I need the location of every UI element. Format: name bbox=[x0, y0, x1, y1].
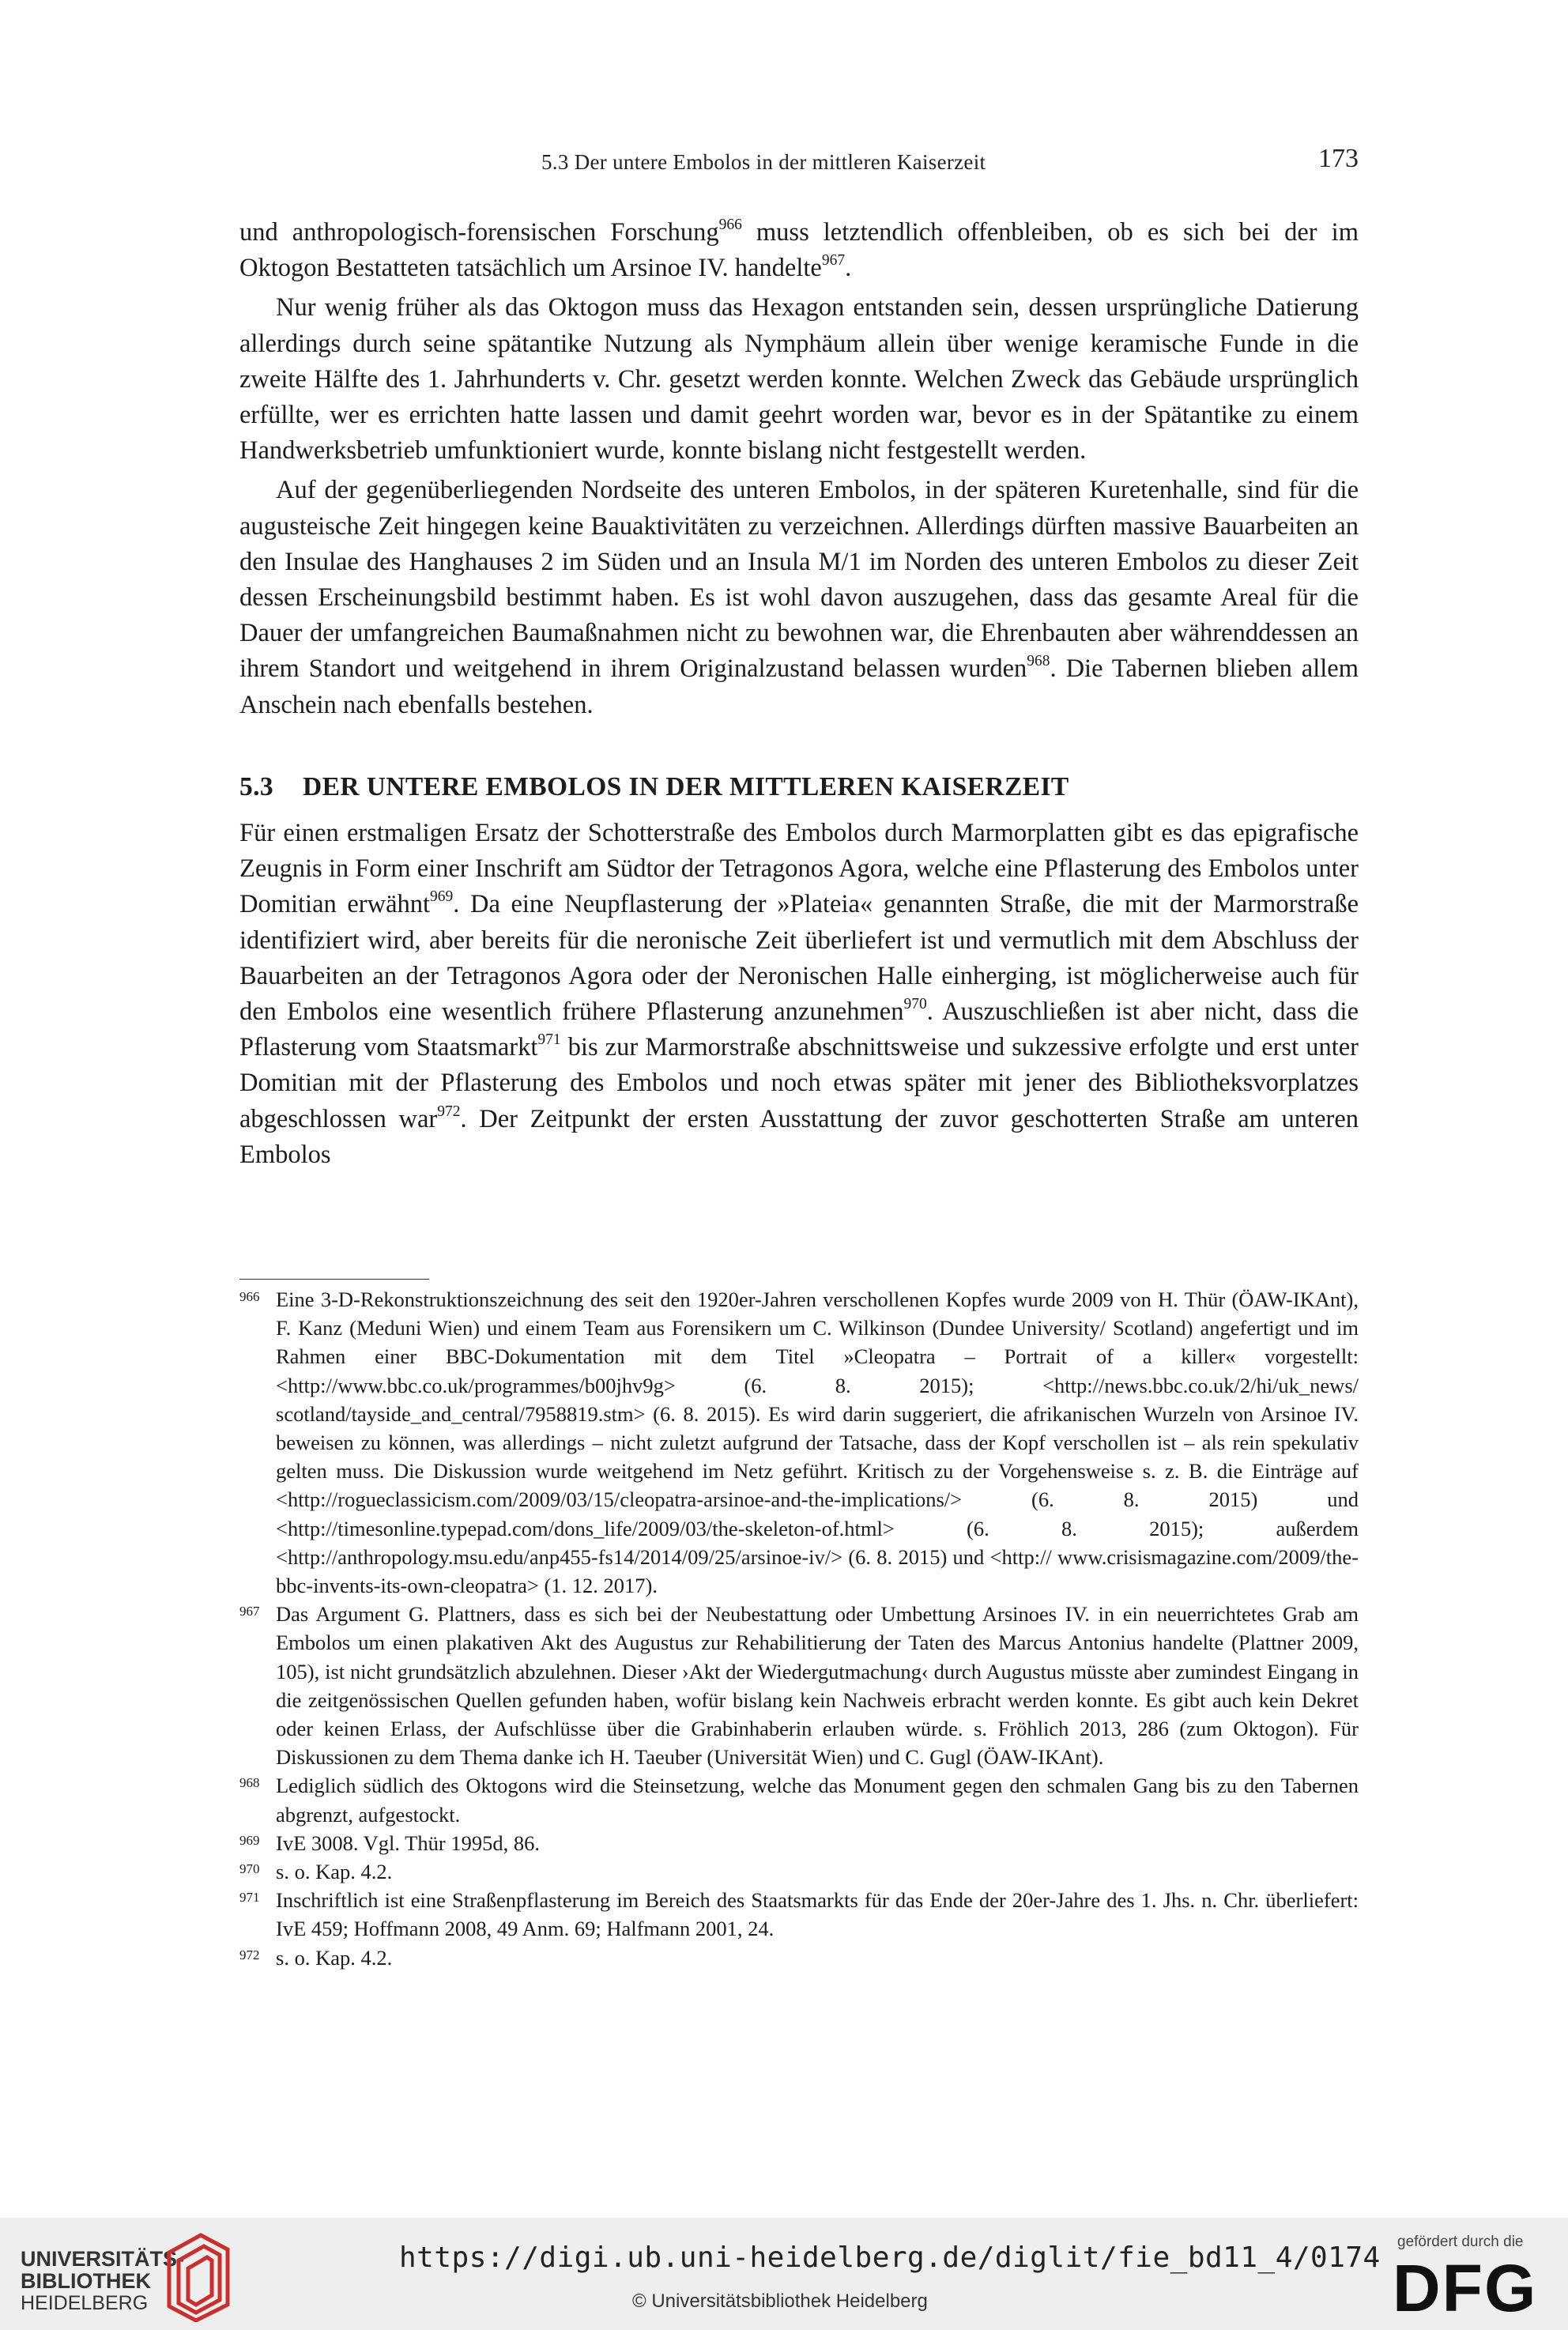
footnote-text: Eine 3-D-Rekonstruktionszeichnung des seit den 1920er-Jahren verschollenen Kopfes wurde 2009 von H. Thür (ÖAW-IKAnt), F. Kanz (Meduni Wien) und einem Team aus Forensikern um C. Wilkinson (Dundee University/ Scotland) angefertigt und im Rahmen einer BBC-Dokumentation mit dem Titel »Cleopatra – Portrait of a killer« vorgestellt: <http://www.bbc.co.uk/programmes/b00jhv9g> (6. 8. 2015); <http://news.bbc.co.uk/2/hi/uk_news/ scotland/tayside_and_central/7958819.stm> (6. 8. 2015). Es wird darin suggeriert, die afrikanischen Wurzeln von Arsinoe IV. beweisen zu können, was allerdings – nicht zuletzt aufgrund der Tatsache, dass der Kopf verschollen ist – als rein spekulativ gelten muss. Die Diskussion wurde weitgehend im Netz geführt. Kritisch zu der Vorgehensweise s. z. B. die Einträge auf <http://rogueclassicism.com/2009/03/15/cleopatra-arsinoe-and-the-implications/> (6. 8. 2015) und <http://timesonline.typepad.com/dons_life/2009/03/the-skeleton-of.html> (6. 8. 2015); außerdem <http://anthropology.msu.edu/anp455-fs14/2014/09/25/arsinoe-iv/> (6. 8. 2015) und <http:// www.crisismagazine.com/2009/the-bbc-invents-its-own-cleopatra> (1. 12. 2017). bbox=[276, 1288, 1359, 1598]
footnote-text: Lediglich südlich des Oktogons wird die Steinsetzung, welche das Monument gegen den schmalen Gang bis zu den Tabernen abgrenzt, aufgestockt. bbox=[276, 1774, 1359, 1827]
paragraph bbox=[239, 215, 1359, 286]
footnote-ref[interactable]: 969 bbox=[430, 888, 454, 906]
text-run: . Die Tabernen blieben allem Anschein nach ebenfalls bestehen. bbox=[239, 654, 1359, 719]
footnote-number: 967 bbox=[239, 1604, 260, 1619]
funding-label: gefördert durch die bbox=[1397, 2234, 1524, 2250]
copyright-notice: © Universitätsbibliothek Heidelberg bbox=[632, 2290, 928, 2312]
footnote bbox=[239, 1285, 1359, 1600]
footnote bbox=[239, 1944, 1359, 1972]
footnote-ref[interactable]: 971 bbox=[537, 1031, 561, 1049]
footnote-ref[interactable]: 968 bbox=[1027, 653, 1050, 670]
section-heading bbox=[239, 769, 1359, 805]
footnote bbox=[239, 1600, 1359, 1771]
footnote-number: 972 bbox=[239, 1947, 260, 1962]
text-run: bis zur Marmorstraße abschnittsweise und sukzessive erfolgte und erst unter Domitian mit der Pflasterung des Embolos und noch etwas später mit jener des Bibliotheksvorplatzes abgeschlossen war bbox=[239, 1033, 1359, 1133]
footnote bbox=[239, 1771, 1359, 1828]
running-header-title: 5.3 Der untere Embolos in der mittleren Kaiserzeit bbox=[541, 150, 986, 174]
section-number: 5.3 bbox=[239, 771, 274, 801]
text-run: und anthropologisch-forensischen Forschung bbox=[239, 218, 719, 247]
footnote-number: 970 bbox=[239, 1861, 260, 1877]
footnote bbox=[239, 1829, 1359, 1857]
text-run: . bbox=[845, 254, 852, 283]
permalink-url[interactable]: https://digi.ub.uni-heidelberg.de/diglit/fie_bd11_4/0174 bbox=[399, 2241, 1381, 2274]
footnote-ref[interactable]: 966 bbox=[718, 216, 742, 233]
footnote-ref[interactable]: 970 bbox=[903, 996, 927, 1013]
paragraph bbox=[239, 290, 1359, 469]
footnote bbox=[239, 1886, 1359, 1943]
footnote-text: Inschriftlich ist eine Straßenpflasterung im Bereich des Staatsmarkts für das Ende der 20er-Jahre des 1. Jhs. n. Chr. überliefert: IvE 459; Hoffmann 2008, 49 Anm. 69; Halfmann 2001, 24. bbox=[276, 1888, 1359, 1941]
library-logo-line: HEIDELBERG bbox=[21, 2292, 149, 2314]
library-mark-icon bbox=[155, 2229, 234, 2322]
footnote-text: Das Argument G. Plattners, dass es sich bei der Neubestattung oder Umbettung Arsinoes IV. in ein neuerrichtetes Grab am Embolos um einen plakativen Akt des Augustus zur Rehabilitierung der Taten des Marcus Antonius handelte (Plattner 2009, 105), ist nicht grundsätzlich abzulehnen. Dieser ›Akt der Wiedergutmachung‹ durch Augustus müsste aber zumindest Eingang in die zeitgenössischen Quellen gefunden haben, wofür bislang kein Nachweis erbracht werden konnte. Es gibt auch kein Dekret oder keinen Erlass, der Aufschlüsse über die Grabinhaberin erlauben würde. s. Fröhlich 2013, 286 (zum Oktogon). Für Diskussionen zu dem Thema danke ich H. Taeuber (Universität Wien) und C. Gugl (ÖAW-IKAnt). bbox=[276, 1602, 1359, 1770]
section-title: DER UNTERE EMBOLOS IN DER MITTLEREN KAISERZEIT bbox=[303, 771, 1069, 801]
paragraph bbox=[239, 473, 1359, 722]
text-run: Für einen erstmaligen Ersatz der Schotterstraße des Embolos durch Marmorplatten gibt es das epigrafische Zeugnis in Form einer Inschrift am Südtor der Tetragonos Agora, welche eine Pflasterung des Embolos unter Domitian erwähnt bbox=[239, 819, 1359, 919]
footnote-number: 971 bbox=[239, 1890, 260, 1906]
footnote-divider bbox=[239, 1279, 429, 1280]
text-run: Auf der gegenüberliegenden Nordseite des unteren Embolos, in der späteren Kuretenhalle, sind für die augusteische Zeit hingegen keine Bauaktivitäten zu verzeichnen. Allerdings dürften massive Bauarbeiten an den Insulae des Hanghauses 2 im Süden und an Insula M/1 im Norden des unteren Embolos zu dieser Zeit dessen Erscheinungsbild bestimmt haben. Es ist wohl davon auszugehen, dass das gesamte Areal für die Dauer der umfangreichen Baumaßnahmen nicht zu bewohnen war, die Ehrenbauten aber währenddessen an ihrem Standort und weitgehend in ihrem Originalzustand belassen wurden bbox=[239, 476, 1359, 684]
main-text bbox=[239, 215, 1359, 1177]
library-logo-line: BIBLIOTHEK bbox=[21, 2269, 151, 2293]
footnote-text: s. o. Kap. 4.2. bbox=[276, 1945, 393, 1970]
footnote-text: IvE 3008. Vgl. Thür 1995d, 86. bbox=[276, 1830, 540, 1855]
footnote bbox=[239, 1857, 1359, 1886]
footnote-number: 969 bbox=[239, 1832, 260, 1848]
footnote-number: 966 bbox=[239, 1289, 260, 1304]
footnote-text: s. o. Kap. 4.2. bbox=[276, 1860, 393, 1884]
text-run: muss letztendlich offenbleiben, ob es sich bei der im Oktogon Bestatteten tatsächlich um Arsinoe IV. handelte bbox=[239, 218, 1359, 283]
text-run: . Der Zeitpunkt der ersten Ausstattung der zuvor geschotterten Straße am unteren Embolos bbox=[239, 1104, 1359, 1169]
footnote-ref[interactable]: 967 bbox=[821, 252, 846, 270]
footnote-number: 968 bbox=[239, 1775, 260, 1791]
text-run: Nur wenig früher als das Oktogon muss das Hexagon entstanden sein, dessen ursprüngliche Datierung allerdings durch seine spätantike Nutzung als Nymphäum allein über wenige keramische Funde in die zweite Hälfte des 1. Jahrhunderts v. Chr. gesetzt werden konnte. Welchen Zweck das Gebäude ursprünglich erfüllte, wer es errichten hatte lassen und damit geehrt worden war, bevor es in der Spätantike zu einem Handwerksbetrieb umfunktioniert wurde, konnte bislang nicht festgestellt werden. bbox=[239, 293, 1359, 466]
text-run: . Auszuschließen ist aber nicht, dass die Pflasterung vom Staatsmarkt bbox=[239, 997, 1359, 1062]
footnote-ref[interactable]: 972 bbox=[437, 1103, 461, 1120]
text-run: . Da eine Neupflasterung der »Plateia« genannten Straße, die mit der Marmorstraße identifiziert wird, aber bereits für die neronische Zeit überliefert ist und vermutlich mit dem Abschluss der Bauarbeiten an der Tetragonos Agora oder der Neronischen Halle einherging, ist möglicherweise auch für den Embolos eine wesentlich frühere Pflasterung anzunehmen bbox=[239, 890, 1359, 1027]
paragraph bbox=[239, 816, 1359, 1173]
dfg-logo[interactable]: DFG bbox=[1393, 2251, 1538, 2325]
digitization-banner bbox=[0, 2218, 1568, 2330]
library-logo-line: UNIVERSITÄTS- bbox=[21, 2247, 185, 2271]
page-number: 173 bbox=[1318, 144, 1359, 173]
footnotes bbox=[239, 1285, 1359, 1972]
